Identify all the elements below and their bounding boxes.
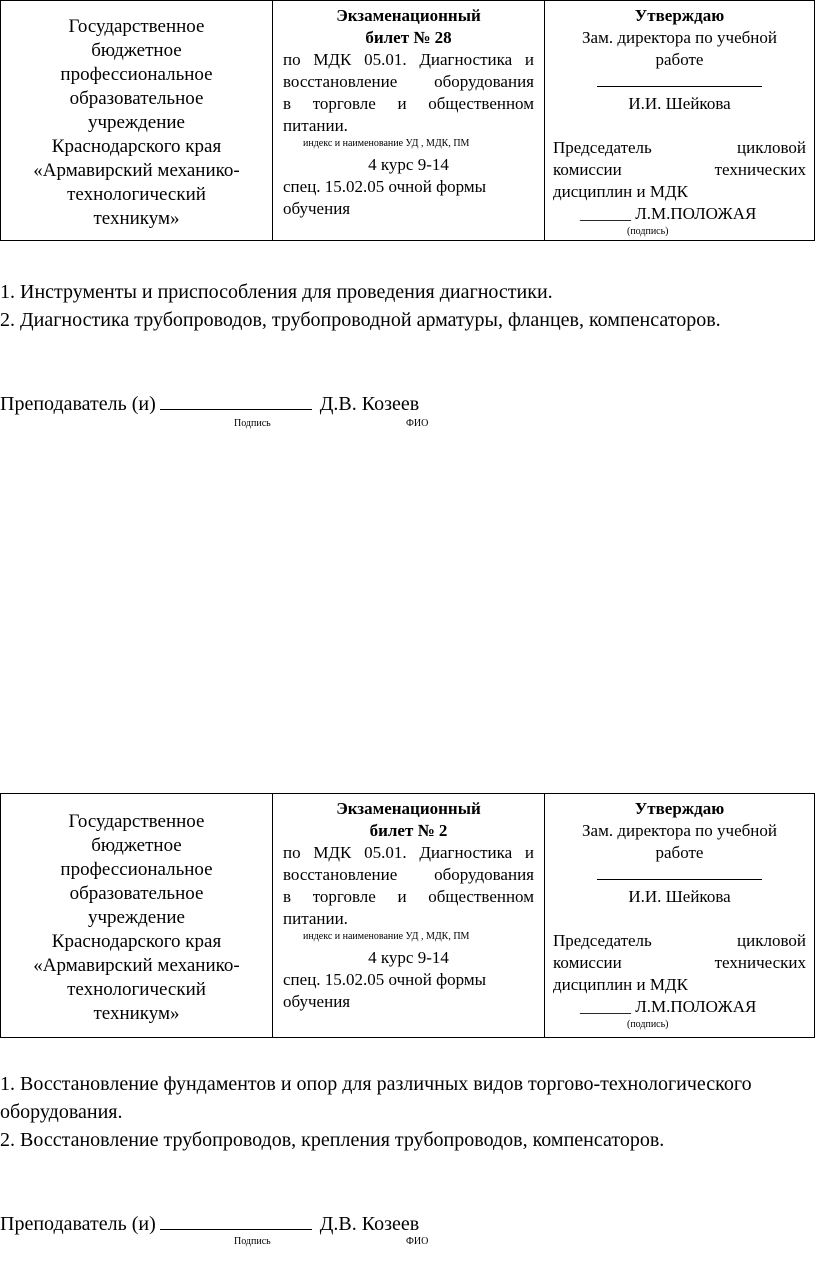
ticket-number: билет № 2 [369, 821, 448, 840]
questions-list [0, 278, 810, 334]
index-caption: индекс и наименование УД , МДК, ПМ [303, 138, 470, 149]
chair-signature: ______ Л.М.ПОЛОЖАЯ [580, 997, 757, 1016]
approve-role: работе [655, 50, 704, 69]
signature-caption: (подпись) [627, 1019, 669, 1030]
institution-line: Краснодарского края [51, 136, 222, 157]
approve-title: Утверждаю [634, 799, 725, 818]
chair-line: Председатель цикловой [553, 931, 806, 950]
mdk-line: в торговле и общественном [283, 94, 534, 113]
teacher-name: Д.В. Козеев [319, 1213, 420, 1235]
approver-name: И.И. Шейкова [628, 887, 731, 906]
question-item: 2. Диагностика трубопроводов, трубопроводной арматуры, фланцев, компенсаторов. [0, 309, 721, 331]
institution-line: бюджетное [91, 835, 182, 856]
signature-caption: Подпись [234, 418, 271, 429]
institution-line: учреждение [88, 112, 185, 133]
mdk-line: восстановление оборудования [283, 72, 534, 91]
institution-line: Краснодарского края [51, 931, 222, 952]
approve-role: работе [655, 843, 704, 862]
institution-line: Государственное [68, 811, 205, 832]
chair-line: комиссии технических [553, 953, 806, 972]
mdk-line: восстановление оборудования [283, 865, 534, 884]
questions-list [0, 1070, 760, 1154]
course-text: 4 курс 9-14 [368, 155, 449, 174]
teacher-label: Преподаватель (и) [0, 393, 156, 415]
institution-line: техникум» [93, 1003, 180, 1024]
ticket-title: Экзаменационный [336, 799, 481, 818]
signature-line [553, 864, 806, 886]
question-item: 1. Восстановление фундаментов и опор для различных видов торгово-технологического оборудования. [0, 1073, 752, 1123]
exam-ticket-28 [0, 0, 816, 440]
signature-line [553, 71, 806, 93]
ticket-header-table [0, 793, 815, 1038]
question-item: 1. Инструменты и приспособления для проведения диагностики. [0, 281, 553, 303]
mdk-line: в торговле и общественном [283, 887, 534, 906]
institution-line: образовательное [69, 88, 204, 109]
approver-name: И.И. Шейкова [628, 94, 731, 113]
course-text: 4 курс 9-14 [368, 948, 449, 967]
teacher-label: Преподаватель (и) [0, 1213, 156, 1235]
teacher-name: Д.В. Козеев [319, 393, 420, 415]
name-caption: ФИО [406, 1236, 429, 1247]
institution-line: Государственное [68, 16, 205, 37]
institution-line: профессиональное [60, 859, 213, 880]
mdk-line: питании. [283, 116, 348, 135]
specialty-text: спец. 15.02.05 очной формы [283, 177, 487, 196]
teacher-signature-row [0, 392, 419, 416]
signature-caption: Подпись [234, 1236, 271, 1247]
ticket-title: Экзаменационный [336, 6, 481, 25]
study-form-text: обучения [283, 199, 351, 218]
approve-role: Зам. директора по учебной [582, 28, 777, 47]
institution-line: учреждение [88, 907, 185, 928]
mdk-line: питании. [283, 909, 348, 928]
signature-blank [160, 1213, 312, 1230]
specialty-text: спец. 15.02.05 очной формы [283, 970, 487, 989]
ticket-info-cell [273, 794, 545, 1037]
name-caption: ФИО [406, 418, 429, 429]
institution-line: технологический [67, 979, 206, 1000]
chair-line: дисциплин и МДК [553, 975, 688, 994]
chair-line: Председатель цикловой [553, 138, 806, 157]
institution-line: «Армавирский механико- [33, 955, 240, 976]
chair-line: комиссии технических [553, 160, 806, 179]
question-item: 2. Восстановление трубопроводов, крепления трубопроводов, компенсаторов. [0, 1129, 665, 1151]
signature-caption: (подпись) [627, 226, 669, 237]
ticket-info-cell [273, 1, 545, 240]
study-form-text: обучения [283, 992, 351, 1011]
institution-line: «Армавирский механико- [33, 160, 240, 181]
exam-ticket-2 [0, 793, 816, 1253]
approval-cell [545, 794, 814, 1037]
approve-role: Зам. директора по учебной [582, 821, 777, 840]
ticket-header-table [0, 0, 815, 241]
institution-line: бюджетное [91, 40, 182, 61]
institution-line: образовательное [69, 883, 204, 904]
index-caption: индекс и наименование УД , МДК, ПМ [303, 931, 470, 942]
chair-line: дисциплин и МДК [553, 182, 688, 201]
institution-line: технологический [67, 184, 206, 205]
institution-cell [1, 1, 273, 240]
mdk-line: по МДК 05.01. Диагностика и [283, 50, 534, 69]
signature-blank [160, 393, 312, 410]
approve-title: Утверждаю [634, 6, 725, 25]
institution-line: профессиональное [60, 64, 213, 85]
mdk-line: по МДК 05.01. Диагностика и [283, 843, 534, 862]
institution-line: техникум» [93, 208, 180, 229]
ticket-number: билет № 28 [365, 28, 452, 47]
approval-cell [545, 1, 814, 240]
chair-signature: ______ Л.М.ПОЛОЖАЯ [580, 204, 757, 223]
institution-cell [1, 794, 273, 1037]
teacher-signature-row [0, 1212, 419, 1236]
